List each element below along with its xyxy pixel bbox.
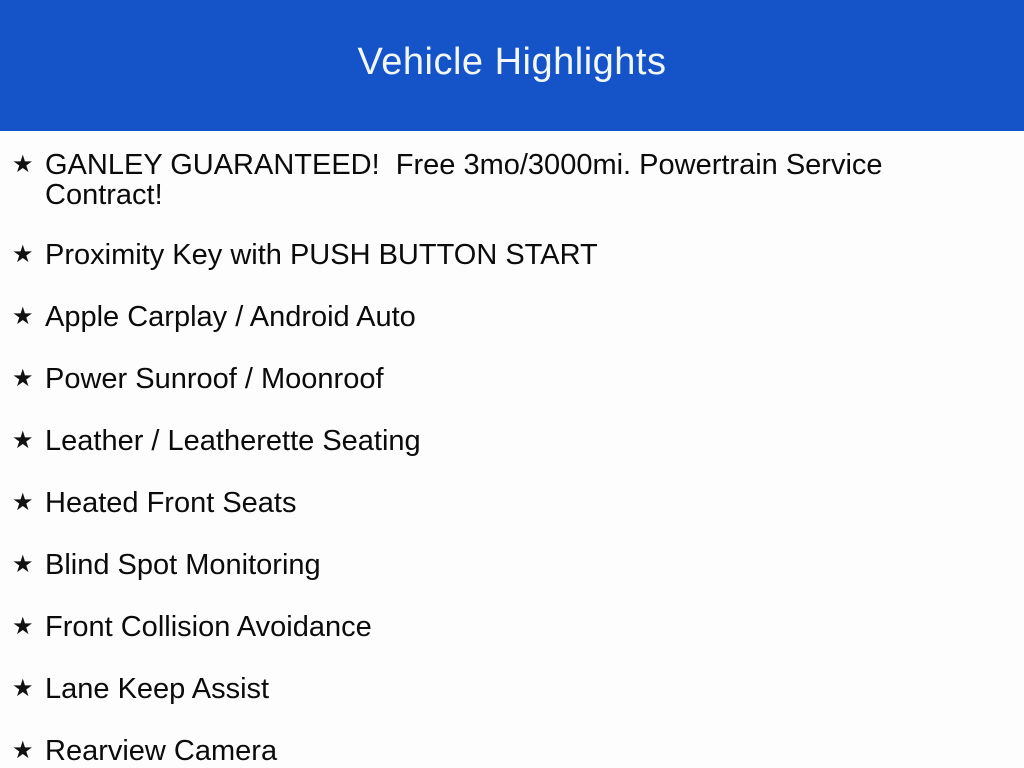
list-item [12,736,984,768]
star-bullet-icon: ★ [12,303,34,330]
feature-text: Front Collision Avoidance [45,611,372,643]
star-bullet-icon: ★ [12,737,34,764]
feature-text: Lane Keep Assist [45,673,270,705]
list-item [12,302,984,334]
feature-text: Rearview Camera [45,735,278,767]
list-item [12,674,984,706]
list-item [12,364,984,396]
feature-text: GANLEY GUARANTEED! Free 3mo/3000mi. Powertrain Service Contract! [45,149,891,211]
list-item [12,488,984,520]
slide-header [0,0,1024,131]
page-title: Vehicle Highlights [357,41,667,83]
feature-text: Leather / Leatherette Seating [45,425,421,457]
feature-text: Apple Carplay / Android Auto [45,301,416,333]
list-item [12,150,984,210]
list-item [12,550,984,582]
star-bullet-icon: ★ [12,151,34,178]
star-bullet-icon: ★ [12,551,34,578]
feature-text: Power Sunroof / Moonroof [45,363,384,395]
list-item [12,240,984,272]
star-bullet-icon: ★ [12,365,34,392]
feature-text: Blind Spot Monitoring [45,549,321,581]
star-bullet-icon: ★ [12,675,34,702]
star-bullet-icon: ★ [12,427,34,454]
feature-text: Proximity Key with PUSH BUTTON START [45,239,598,271]
list-item [12,426,984,458]
star-bullet-icon: ★ [12,489,34,516]
star-bullet-icon: ★ [12,613,34,640]
star-bullet-icon: ★ [12,241,34,268]
list-item [12,612,984,644]
feature-list [0,131,1024,768]
feature-text: Heated Front Seats [45,487,297,519]
